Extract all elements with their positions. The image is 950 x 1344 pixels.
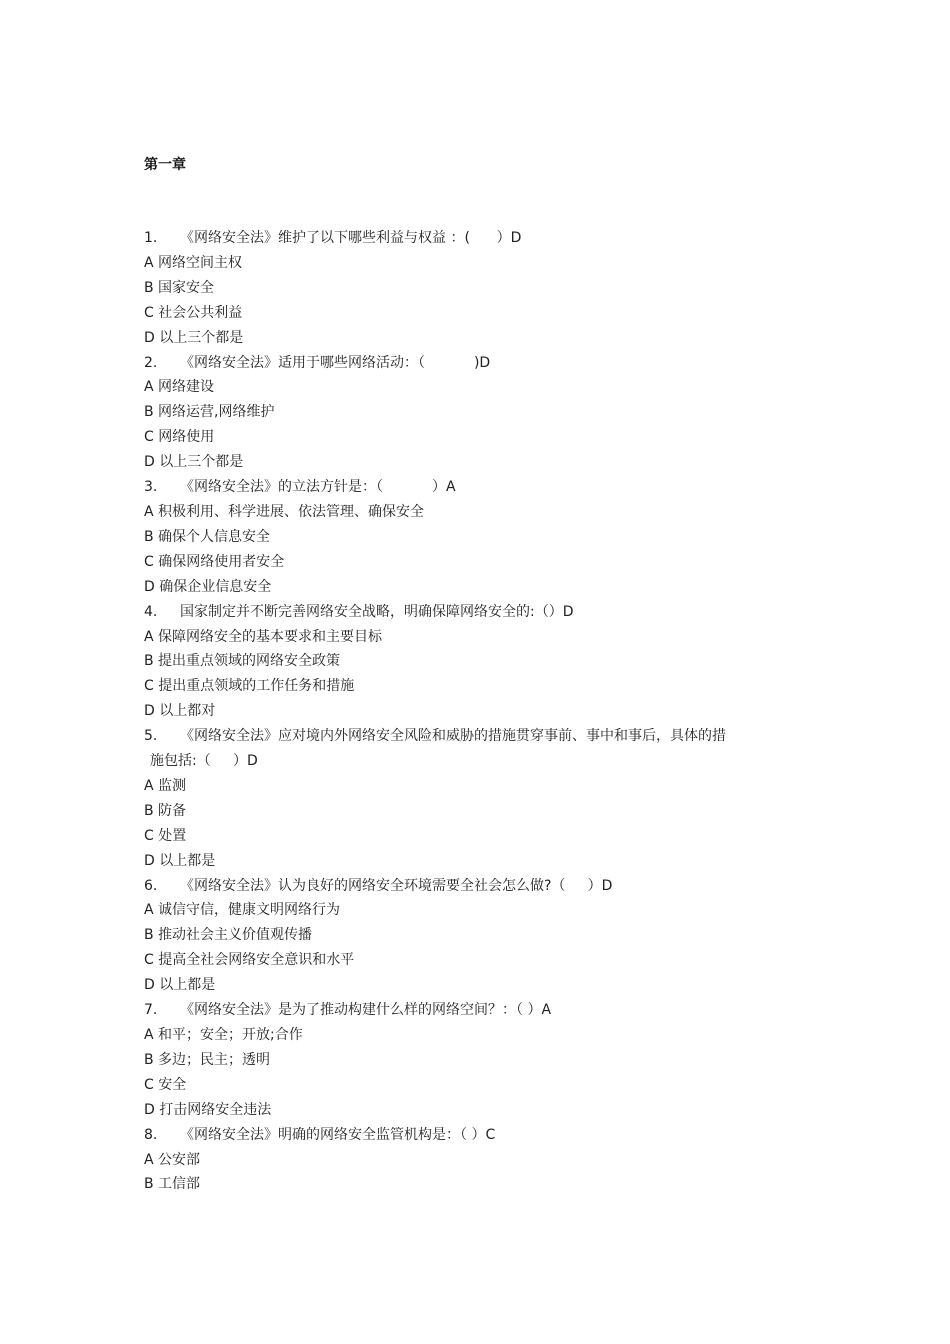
option-b: B 网络运营,网络维护 xyxy=(144,404,275,421)
question-6 xyxy=(144,874,824,999)
question-text: 《网络安全法》维护了以下哪些利益与权益 ：( ）D xyxy=(180,230,522,246)
chapter-title: 第一章 xyxy=(144,157,186,173)
option-a: A 和平；安全；开放;合作 xyxy=(144,1027,303,1043)
option-a: A 积极利用、科学进展、依法管理、确保安全 xyxy=(144,503,425,520)
question-text-continued: 施包括:（ ）D xyxy=(150,753,258,770)
option-a: A 监测 xyxy=(144,777,187,794)
option-c: C 处置 xyxy=(144,827,187,844)
option-b: B 防备 xyxy=(144,802,187,819)
option-a: A 保障网络安全的基本要求和主要目标 xyxy=(144,628,383,645)
question-4 xyxy=(144,600,824,725)
option-c: C 安全 xyxy=(144,1076,187,1093)
option-b: B 工信部 xyxy=(144,1176,201,1193)
option-a: A 网络建设 xyxy=(144,379,215,396)
option-d: D 以上三个都是 xyxy=(144,329,244,346)
option-b: B 多边；民主；透明 xyxy=(144,1051,271,1068)
question-stem-continuation xyxy=(144,749,824,774)
question-number: 3. xyxy=(144,479,158,496)
question-1 xyxy=(144,226,824,351)
question-8 xyxy=(144,1123,824,1198)
question-2 xyxy=(144,351,824,476)
question-text: 《网络安全法》是为了推动构建什么样的网络空间？：（ ）A xyxy=(180,1002,552,1019)
question-5 xyxy=(144,724,824,873)
option-b: B 提出重点领域的网络安全政策 xyxy=(144,653,341,670)
option-a: A 公安部 xyxy=(144,1151,201,1168)
question-text: 国家制定并不断完善网络安全战略，明确保障网络安全的:（）D xyxy=(180,603,574,620)
question-number: 1. xyxy=(144,230,158,246)
option-c: C 提出重点领域的工作任务和措施 xyxy=(144,678,355,695)
question-text: 《网络安全法》应对境内外网络安全风险和威胁的措施贯穿事前、事中和事后，具体的措 xyxy=(180,728,726,745)
option-d: D 以上都是 xyxy=(144,977,216,994)
question-stem xyxy=(144,998,824,1023)
question-number: 2. xyxy=(144,354,158,371)
question-text: 《网络安全法》认为良好的网络安全环境需要全社会怎么做?（ ）D xyxy=(180,877,613,894)
question-stem xyxy=(144,1123,824,1148)
question-stem xyxy=(144,351,824,376)
question-7 xyxy=(144,998,824,1123)
option-d: D 打击网络安全违法 xyxy=(144,1101,272,1118)
option-b: B 推动社会主义价值观传播 xyxy=(144,927,313,944)
option-a: A 网络空间主权 xyxy=(144,254,243,271)
question-number: 8. xyxy=(144,1126,158,1143)
question-number: 6. xyxy=(144,877,158,894)
question-number: 4. xyxy=(144,603,158,620)
option-c: C 确保网络使用者安全 xyxy=(144,553,285,570)
question-text: 《网络安全法》明确的网络安全监管机构是：（ ）C xyxy=(180,1126,496,1143)
question-stem xyxy=(144,600,824,625)
option-b: B 国家安全 xyxy=(144,279,215,296)
option-d: D 以上三个都是 xyxy=(144,454,244,471)
question-list xyxy=(144,226,824,1197)
option-d: D 以上都是 xyxy=(144,852,216,869)
question-stem xyxy=(144,874,824,899)
question-3 xyxy=(144,475,824,600)
option-d: D 以上都对 xyxy=(144,703,216,720)
option-b: B 确保个人信息安全 xyxy=(144,528,271,545)
question-number: 5. xyxy=(144,728,158,745)
question-text: 《网络安全法》的立法方针是：（ ）A xyxy=(180,479,456,496)
question-number: 7. xyxy=(144,1002,158,1019)
option-a: A 诚信守信，健康文明网络行为 xyxy=(144,902,341,919)
question-stem xyxy=(144,724,824,749)
option-d: D 确保企业信息安全 xyxy=(144,578,272,595)
option-c: C 网络使用 xyxy=(144,429,215,446)
question-text: 《网络安全法》适用于哪些网络活动：（ )D xyxy=(180,354,491,371)
option-c: C 提高全社会网络安全意识和水平 xyxy=(144,952,355,969)
question-stem xyxy=(144,475,824,500)
question-stem xyxy=(144,226,824,251)
option-c: C 社会公共利益 xyxy=(144,304,243,321)
